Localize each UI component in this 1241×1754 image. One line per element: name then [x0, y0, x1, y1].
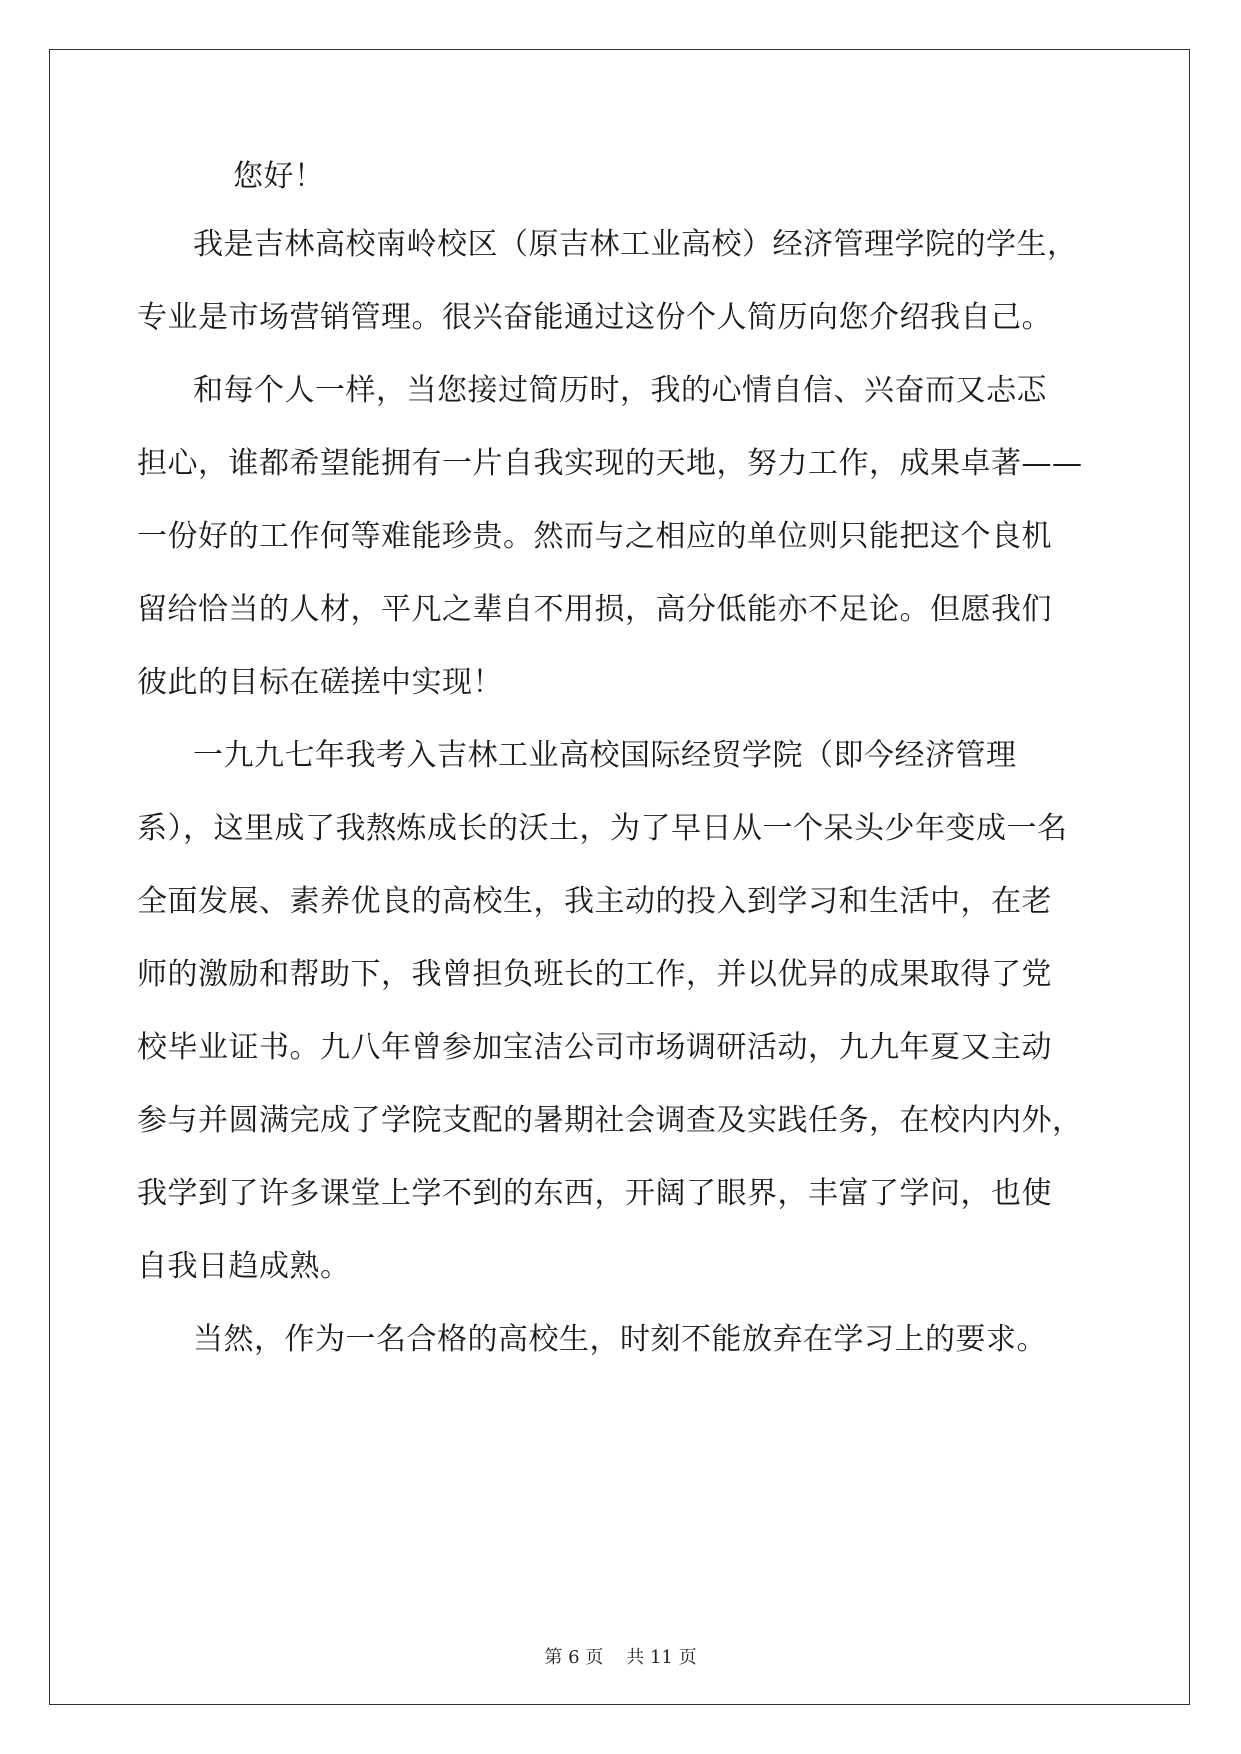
page-number: 第 6 页 [544, 1647, 604, 1668]
page-footer [0, 1646, 1241, 1670]
paragraph-line: 一九九七年我考入吉林工业高校国际经贸学院（即今经济管理 [193, 738, 1017, 773]
paragraph-line: 担心，谁都希望能拥有一片自我实现的天地，努力工作，成果卓著—— [137, 446, 1083, 481]
paragraph-line: 和每个人一样，当您接过简历时，我的心情自信、兴奋而又忐忑 [193, 373, 1047, 408]
paragraph-line: 专业是市场营销管理。很兴奋能通过这份个人简历向您介绍我自己。 [137, 300, 1052, 335]
paragraph-line: 彼此的目标在磋搓中实现！ [137, 665, 503, 700]
paragraph-line: 校毕业证书。九八年曾参加宝洁公司市场调研活动，九九年夏又主动 [137, 1030, 1052, 1065]
paragraph-line: 我学到了许多课堂上学不到的东西，开阔了眼界，丰富了学问，也使 [137, 1176, 1052, 1211]
paragraph-line: 一份好的工作何等难能珍贵。然而与之相应的单位则只能把这个良机 [137, 519, 1052, 554]
paragraph-line: 参与并圆满完成了学院支配的暑期社会调查及实践任务，在校内内外， [137, 1103, 1083, 1138]
paragraph-line: 留给恰当的人材，平凡之辈自不用损，高分低能亦不足论。但愿我们 [137, 592, 1052, 627]
paragraph-line: 当然，作为一名合格的高校生，时刻不能放弃在学习上的要求。 [193, 1322, 1047, 1357]
paragraph-line: 我是吉林高校南岭校区（原吉林工业高校）经济管理学院的学生， [193, 227, 1078, 262]
paragraph-line: 师的激励和帮助下，我曾担负班长的工作，并以优异的成果取得了党 [137, 957, 1052, 992]
paragraph-line: 全面发展、素养优良的高校生，我主动的投入到学习和生活中，在老 [137, 884, 1052, 919]
paragraph-line: 系），这里成了我熬炼成长的沃土，为了早日从一个呆头少年变成一名 [137, 811, 1068, 846]
page-total: 共 11 页 [626, 1647, 697, 1668]
paragraph-line: 自我日趋成熟。 [137, 1249, 351, 1284]
greeting: 您好！ [233, 159, 325, 194]
